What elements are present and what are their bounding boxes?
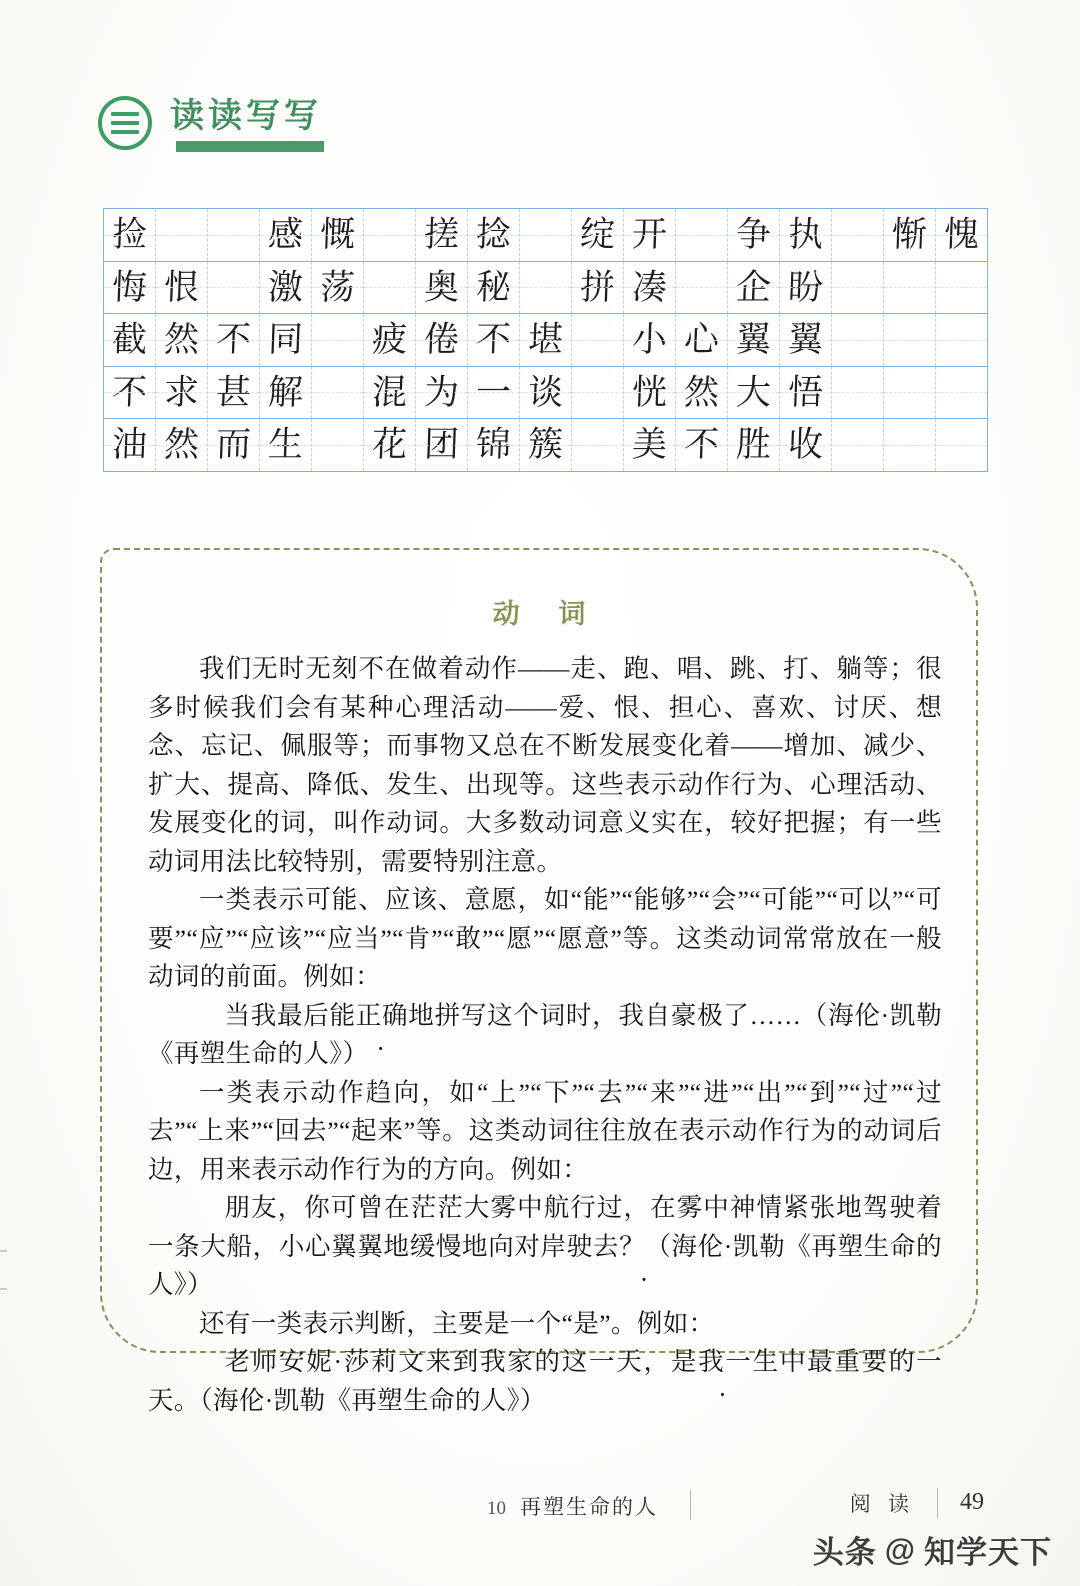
char-grid-cell bbox=[780, 366, 832, 419]
char-grid-cell bbox=[156, 366, 208, 419]
page-edge-mark bbox=[0, 1250, 7, 1252]
char-grid-cell bbox=[260, 261, 312, 314]
char-grid-cell bbox=[884, 419, 936, 472]
char-grid-cell bbox=[624, 366, 676, 419]
char-grid-cell bbox=[780, 314, 832, 367]
char-grid-cell bbox=[208, 209, 260, 262]
char-grid-character: 胜 bbox=[735, 425, 772, 465]
char-grid-character: 盼 bbox=[787, 267, 824, 307]
watermark-at-symbol: @ bbox=[884, 1531, 916, 1567]
char-grid-character: 然 bbox=[163, 320, 200, 360]
char-grid-character: 而 bbox=[215, 425, 252, 465]
knowledge-box-body bbox=[148, 650, 942, 1420]
char-grid-character: 不 bbox=[215, 320, 252, 360]
char-grid-character: 恍 bbox=[631, 372, 668, 412]
char-grid-character: 不 bbox=[111, 372, 148, 412]
section-title-underline bbox=[176, 141, 324, 152]
char-grid-cell bbox=[468, 419, 520, 472]
char-grid-character: 企 bbox=[735, 267, 772, 307]
char-grid-cell bbox=[884, 366, 936, 419]
footer-page-number: 49 bbox=[960, 1489, 984, 1515]
char-grid-cell bbox=[936, 366, 988, 419]
char-grid-character: 同 bbox=[267, 320, 304, 360]
char-grid-character: 甚 bbox=[215, 372, 252, 412]
quote-text-before: 朋友，你可曾在茫茫大雾中航行过，在雾中神情紧张地驾驶着一条大船，小心翼翼地缓慢地向对岸驶 bbox=[148, 1193, 942, 1261]
char-grid-cell bbox=[156, 209, 208, 262]
char-grid-cell bbox=[520, 209, 572, 262]
example-quote bbox=[148, 1189, 942, 1305]
char-grid-cell bbox=[624, 261, 676, 314]
char-grid-cell bbox=[104, 314, 156, 367]
footer-chapter-number: 10 bbox=[487, 1498, 506, 1519]
char-grid-character: 奥 bbox=[423, 267, 460, 307]
char-grid-row bbox=[104, 261, 988, 314]
char-grid-cell bbox=[520, 314, 572, 367]
char-grid-cell bbox=[312, 419, 364, 472]
char-grid-character: 收 bbox=[787, 425, 824, 465]
char-grid-cell bbox=[936, 419, 988, 472]
char-grid-cell bbox=[416, 419, 468, 472]
char-grid-character: 花 bbox=[371, 425, 408, 465]
char-grid-cell bbox=[572, 209, 624, 262]
char-grid-character: 生 bbox=[267, 425, 304, 465]
char-grid-character: 恨 bbox=[163, 267, 200, 307]
char-grid-cell bbox=[364, 314, 416, 367]
char-grid-cell bbox=[780, 209, 832, 262]
char-grid-cell bbox=[468, 366, 520, 419]
char-grid-cell bbox=[728, 314, 780, 367]
char-grid-cell bbox=[624, 314, 676, 367]
char-grid-cell bbox=[520, 366, 572, 419]
char-grid-character: 凑 bbox=[631, 267, 668, 307]
char-grid-cell bbox=[312, 261, 364, 314]
quote-text-before: 当我最后 bbox=[224, 1000, 330, 1030]
character-practice-grid bbox=[103, 208, 980, 472]
char-grid-row bbox=[104, 419, 988, 472]
char-grid-cell bbox=[832, 366, 884, 419]
char-grid-cell bbox=[416, 314, 468, 367]
char-grid-character: 倦 bbox=[423, 320, 460, 360]
quote-text-after: 正确地拼写这个词时，我自豪极了……（海伦·凯勒《再塑生命的人》） bbox=[148, 1000, 942, 1068]
char-grid-cell bbox=[780, 261, 832, 314]
emphasized-verb: 去 bbox=[592, 1231, 620, 1261]
char-grid-cell bbox=[104, 261, 156, 314]
char-grid-cell bbox=[156, 419, 208, 472]
char-grid-character: 拼 bbox=[579, 267, 616, 307]
char-grid-character: 开 bbox=[631, 215, 668, 255]
char-grid-character: 美 bbox=[631, 425, 668, 465]
char-grid-character: 捡 bbox=[111, 215, 148, 255]
quote-text-before: 老师安妮·莎莉文来到我家的这一天， bbox=[224, 1347, 671, 1376]
char-grid-character: 截 bbox=[111, 320, 148, 360]
char-grid-cell bbox=[832, 261, 884, 314]
char-grid-character: 争 bbox=[735, 215, 772, 255]
char-grid-cell bbox=[572, 261, 624, 314]
quote-text-after: 我一生中最重要的一天。（海伦·凯勒《再塑生命的人》） bbox=[148, 1347, 943, 1415]
hamburger-circle-icon bbox=[98, 96, 152, 150]
section-title: 读读写写 bbox=[170, 98, 322, 135]
char-grid-cell bbox=[156, 261, 208, 314]
char-grid-character: 疲 bbox=[371, 320, 408, 360]
char-grid-character: 荡 bbox=[319, 267, 356, 307]
char-grid-cell bbox=[936, 314, 988, 367]
char-grid-cell bbox=[728, 209, 780, 262]
char-grid-character: 一 bbox=[475, 372, 512, 412]
char-grid-character: 然 bbox=[683, 372, 720, 412]
char-grid-character: 翼 bbox=[735, 320, 772, 360]
char-grid-character: 搓 bbox=[423, 215, 460, 255]
char-grid-character: 小 bbox=[631, 320, 668, 360]
emphasized-verb: 是 bbox=[670, 1347, 699, 1376]
char-grid-cell bbox=[364, 419, 416, 472]
char-grid-cell bbox=[416, 366, 468, 419]
char-grid-table bbox=[103, 208, 988, 472]
body-paragraph: 一类表示动作趋向，如“上”“下”“去”“来”“进”“出”“到”“过”“过去”“上来”“回去”“起来”等。这类动词往往放在表示动作行为的动词后边，用来表示动作行为的方向。例如： bbox=[148, 1077, 942, 1184]
emphasized-verb: 能 bbox=[329, 1000, 356, 1030]
footer-unit-page bbox=[850, 1488, 984, 1518]
char-grid-cell bbox=[624, 209, 676, 262]
char-grid-character: 执 bbox=[787, 215, 824, 255]
section-header-text bbox=[170, 100, 322, 146]
char-grid-cell bbox=[364, 209, 416, 262]
watermark bbox=[813, 1527, 1052, 1572]
char-grid-cell bbox=[364, 261, 416, 314]
char-grid-cell bbox=[104, 209, 156, 262]
char-grid-cell bbox=[884, 209, 936, 262]
char-grid-cell bbox=[676, 419, 728, 472]
char-grid-cell bbox=[520, 261, 572, 314]
char-grid-character: 堪 bbox=[527, 320, 564, 360]
char-grid-character: 惭 bbox=[891, 215, 928, 255]
char-grid-cell bbox=[208, 314, 260, 367]
char-grid-character: 激 bbox=[267, 267, 304, 307]
char-grid-cell bbox=[156, 314, 208, 367]
char-grid-row bbox=[104, 209, 988, 262]
page-edge-mark bbox=[0, 1288, 7, 1290]
char-grid-cell bbox=[832, 314, 884, 367]
char-grid-cell bbox=[416, 209, 468, 262]
char-grid-character: 绽 bbox=[579, 215, 616, 255]
char-grid-character: 慨 bbox=[319, 215, 356, 255]
char-grid-character: 谈 bbox=[527, 372, 564, 412]
char-grid-cell bbox=[676, 314, 728, 367]
char-grid-cell bbox=[312, 366, 364, 419]
watermark-account: 知学天下 bbox=[924, 1535, 1052, 1570]
char-grid-cell bbox=[468, 261, 520, 314]
char-grid-cell bbox=[624, 419, 676, 472]
char-grid-character: 锦 bbox=[475, 425, 512, 465]
char-grid-character: 秘 bbox=[475, 267, 512, 307]
char-grid-cell bbox=[572, 419, 624, 472]
footer-chapter bbox=[487, 1484, 691, 1521]
char-grid-cell bbox=[780, 419, 832, 472]
char-grid-character: 大 bbox=[735, 372, 772, 412]
char-grid-cell bbox=[728, 261, 780, 314]
char-grid-character: 油 bbox=[111, 425, 148, 465]
char-grid-cell bbox=[572, 314, 624, 367]
char-grid-character: 悔 bbox=[111, 267, 148, 307]
body-paragraph: 我们无时无刻不在做着动作——走、跑、唱、跳、打、躺等；很多时候我们会有某种心理活动——爱、恨、担心、喜欢、讨厌、想念、忘记、佩服等；而事物又总在不断发展变化着——增加、减少、扩大、提高、降低、发生、出现等。这些表示动作行为、心理活动、发展变化的词，叫作动词。大多数动词意义实在，较好把握；有一些动词用法比较特别，需要特别注意。 bbox=[148, 654, 942, 876]
footer-divider-2 bbox=[937, 1488, 938, 1518]
char-grid-row bbox=[104, 366, 988, 419]
knowledge-box-title: 动 词 bbox=[492, 599, 602, 629]
char-grid-cell bbox=[832, 209, 884, 262]
quote-text-after: ？（海伦·凯勒《再塑生命的人》） bbox=[148, 1231, 942, 1299]
char-grid-cell bbox=[468, 209, 520, 262]
char-grid-cell bbox=[520, 419, 572, 472]
char-grid-cell bbox=[572, 366, 624, 419]
watermark-brand: 头条 bbox=[812, 1535, 877, 1570]
char-grid-cell bbox=[468, 314, 520, 367]
char-grid-character: 混 bbox=[371, 372, 408, 412]
char-grid-character: 团 bbox=[423, 425, 460, 465]
body-paragraph: 一类表示可能、应该、意愿，如“能”“能够”“会”“可能”“可以”“可要”“应”“应该”“应当”“肯”“敢”“愿”“愿意”等。这类动词常常放在一般动词的前面。例如： bbox=[148, 885, 942, 991]
char-grid-cell bbox=[312, 314, 364, 367]
section-header bbox=[98, 96, 322, 150]
char-grid-character: 为 bbox=[423, 372, 460, 412]
example-quote bbox=[148, 997, 942, 1074]
char-grid-character: 翼 bbox=[787, 320, 824, 360]
char-grid-character: 解 bbox=[267, 372, 304, 412]
char-grid-cell bbox=[884, 261, 936, 314]
char-grid-cell bbox=[260, 209, 312, 262]
char-grid-cell bbox=[312, 209, 364, 262]
body-paragraph: 还有一类表示判断，主要是一个“是”。例如： bbox=[199, 1308, 715, 1338]
char-grid-cell bbox=[208, 366, 260, 419]
char-grid-cell bbox=[104, 419, 156, 472]
char-grid-character: 捻 bbox=[475, 215, 512, 255]
char-grid-character: 愧 bbox=[943, 215, 980, 255]
char-grid-character: 然 bbox=[163, 425, 200, 465]
char-grid-cell bbox=[676, 209, 728, 262]
char-grid-cell bbox=[364, 366, 416, 419]
page-footer bbox=[0, 1484, 1080, 1521]
char-grid-character: 簇 bbox=[527, 425, 564, 465]
char-grid-cell bbox=[936, 209, 988, 262]
char-grid-cell bbox=[260, 314, 312, 367]
char-grid-character: 感 bbox=[267, 215, 304, 255]
char-grid-cell bbox=[208, 419, 260, 472]
char-grid-character: 心 bbox=[683, 320, 720, 360]
footer-unit-label: 阅 读 bbox=[849, 1491, 915, 1516]
char-grid-cell bbox=[884, 314, 936, 367]
example-quote bbox=[148, 1343, 942, 1420]
char-grid-cell bbox=[728, 366, 780, 419]
char-grid-cell bbox=[728, 419, 780, 472]
char-grid-cell bbox=[676, 261, 728, 314]
char-grid-character: 悟 bbox=[787, 372, 824, 412]
char-grid-character: 不 bbox=[475, 320, 512, 360]
char-grid-cell bbox=[676, 366, 728, 419]
char-grid-cell bbox=[260, 366, 312, 419]
char-grid-cell bbox=[208, 261, 260, 314]
char-grid-cell bbox=[416, 261, 468, 314]
char-grid-character: 不 bbox=[683, 425, 720, 465]
footer-divider bbox=[690, 1490, 691, 1520]
footer-chapter-title: 再塑生命的人 bbox=[520, 1495, 658, 1519]
grammar-knowledge-box bbox=[100, 548, 978, 1415]
char-grid-character: 求 bbox=[163, 372, 200, 412]
char-grid-cell bbox=[936, 261, 988, 314]
char-grid-cell bbox=[832, 419, 884, 472]
char-grid-cell bbox=[260, 419, 312, 472]
char-grid-cell bbox=[104, 366, 156, 419]
char-grid-row bbox=[104, 314, 988, 367]
